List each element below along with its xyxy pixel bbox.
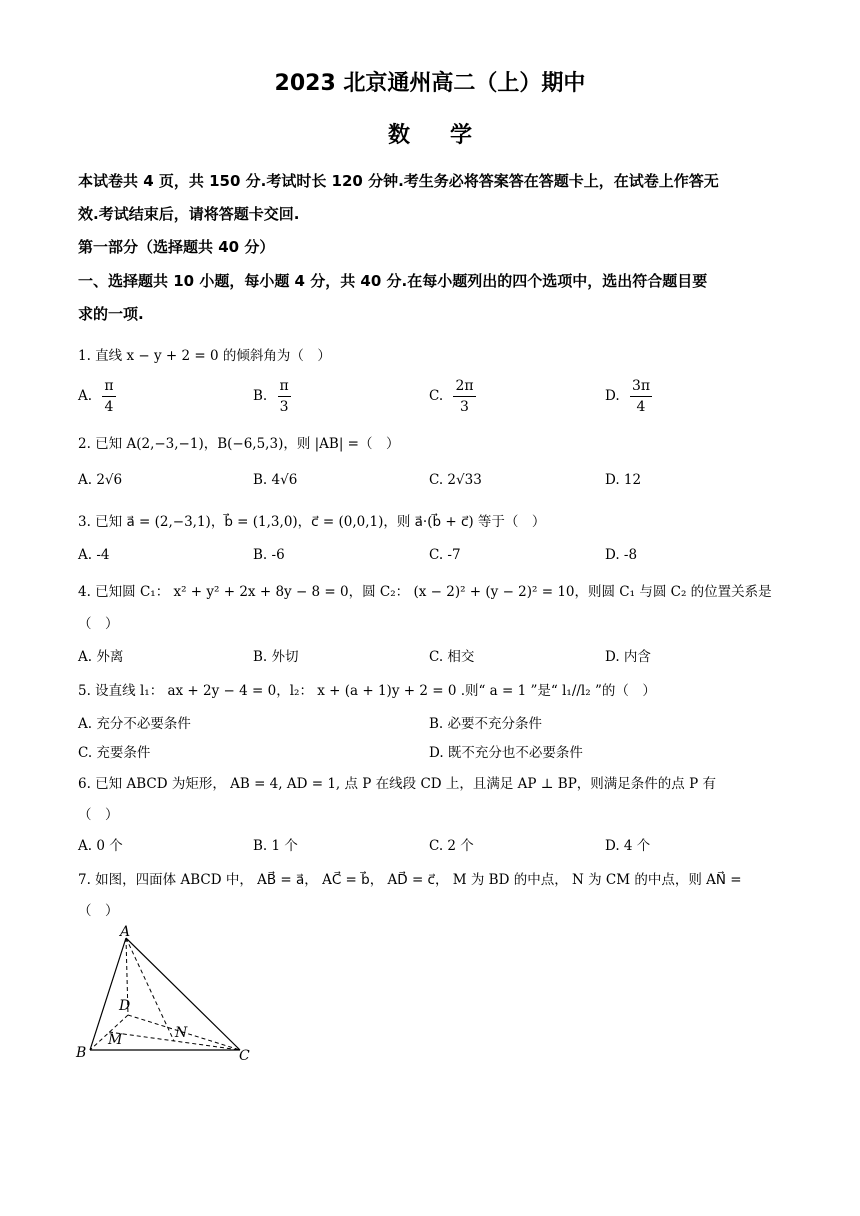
option-label: C. [429,388,444,404]
option-label: B. [253,388,268,404]
question-2-option-c: C. 2√33 [429,472,482,488]
question-2-option-d: D. 12 [605,472,642,488]
question-4-option-b: B. 外切 [253,649,299,665]
question-3-option-b: B. -6 [253,547,285,563]
question-5-stem: 5. 设直线 l₁： ax + 2y − 4 = 0，l₂： x + (a + 1)y + 2 = 0 .则“ a = 1 ”是“ l₁//l₂ ”的（ ） [78,683,656,699]
fraction-numerator: 2π [453,376,475,397]
vertex-label-d: D [119,998,131,1014]
fraction-denominator: 3 [460,399,469,415]
question-3-option-d: D. -8 [605,547,638,563]
question-2-stem: 2. 已知 A(2,−3,−1)，B(−6,5,3)，则 |AB| =（ ） [78,436,400,452]
question-5-option-b: B. 必要不充分条件 [429,716,543,732]
question-4-stem-continued: （ ） [78,616,119,632]
segment-an [126,938,174,1041]
vertex-label-c: C [239,1048,250,1064]
section-heading-line-2: 求的一项. [78,305,144,323]
question-5-option-d: D. 既不充分也不必要条件 [429,745,583,761]
question-4-option-c: C. 相交 [429,649,475,665]
fraction-numerator: 3π [630,376,652,397]
question-4-option-d: D. 内含 [605,649,651,665]
question-3-option-c: C. -7 [429,547,461,563]
exam-title: 2023 北京通州高二（上）期中 [274,71,586,96]
fraction-numerator: π [102,376,115,397]
exam-subject: 数学 [387,123,512,148]
fraction-denominator: 4 [636,399,646,415]
option-label: D. [605,388,620,404]
intro-line-1: 本试卷共 4 页，共 150 分.考试时长 120 分钟.考生务必将答案答在答题卡上，在试卷上作答无 [78,172,719,190]
question-4-option-a: A. 外离 [78,649,124,665]
fraction-denominator: 4 [104,399,114,415]
question-2-option-b: B. 4√6 [253,472,298,488]
point-label-m: M [108,1032,123,1048]
question-6-option-c: C. 2 个 [429,838,474,854]
question-3-option-a: A. -4 [78,547,110,563]
fraction [278,376,291,417]
question-7-stem-continued: （ ） [78,903,119,919]
question-6-option-d: D. 4 个 [605,838,651,854]
question-6-option-b: B. 1 个 [253,838,298,854]
vertex-label-b: B [76,1045,87,1061]
question-7-stem: 7. 如图，四面体 ABCD 中， AB⃗ = a⃗， AC⃗ = b⃗， AD⃗ = c⃗， M 为 BD 的中点， N 为 CM 的中点，则 AN⃗ = [78,872,742,888]
question-1-option-a [78,376,116,417]
fraction [630,376,652,417]
fraction-denominator: 3 [279,399,289,415]
tetrahedron-figure [70,920,270,1070]
question-6-stem: 6. 已知 ABCD 为矩形， AB = 4, AD = 1, 点 P 在线段 CD 上，且满足 AP ⊥ BP，则满足条件的点 P 有 [78,776,716,792]
intro-line-2: 效.考试结束后，请将答题卡交回. [78,205,300,223]
question-1-option-d [605,376,652,417]
question-1-option-c [429,376,476,417]
vertex-label-a: A [120,924,131,940]
question-6-stem-continued: （ ） [78,807,119,823]
question-5-option-a: A. 充分不必要条件 [78,716,191,732]
option-label: A. [78,388,93,404]
question-2-option-a: A. 2√6 [78,472,123,488]
question-6-option-a: A. 0 个 [78,838,123,854]
fraction [453,376,475,417]
question-4-stem: 4. 已知圆 C₁： x² + y² + 2x + 8y − 8 = 0，圆 C₂： (x − 2)² + (y − 2)² = 10，则圆 C₁ 与圆 C₂ 的位置关系是 [78,584,772,600]
question-1-option-b [253,376,291,417]
question-5-option-c: C. 充要条件 [78,745,151,761]
fraction [102,376,115,417]
fraction-numerator: π [278,376,291,397]
point-label-n: N [175,1025,188,1041]
section-heading-line-1: 一、选择题共 10 小题，每小题 4 分，共 40 分.在每小题列出的四个选项中，选出符合题目要 [78,272,708,290]
question-3-stem: 3. 已知 a⃗ = (2,−3,1)，b⃗ = (1,3,0)，c⃗ = (0,0,1)，则 a⃗·(b⃗ + c⃗) 等于（ ） [78,514,546,530]
part-heading: 第一部分（选择题共 40 分） [78,238,275,256]
question-1-stem: 1. 直线 x − y + 2 = 0 的倾斜角为（ ） [78,348,331,364]
